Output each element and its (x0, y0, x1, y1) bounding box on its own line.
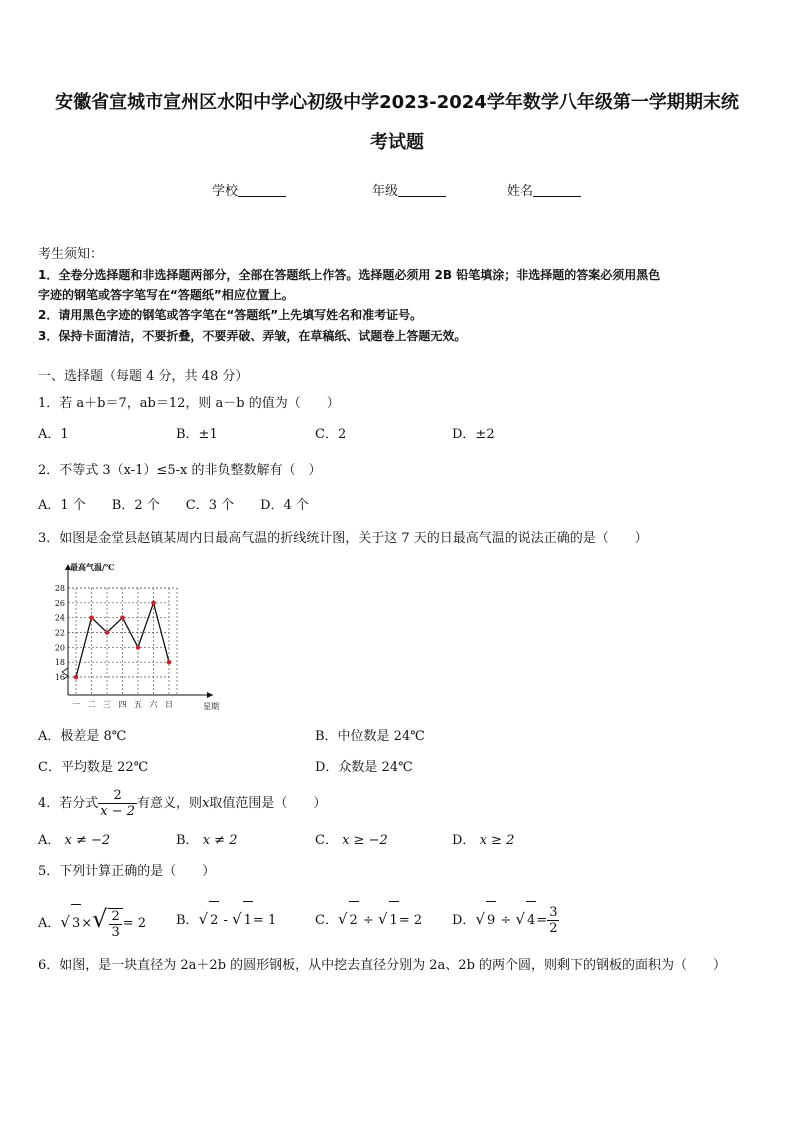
q4-option-b-expr: x ≠ 2 (202, 833, 238, 848)
q3-option-b[interactable]: B．中位数是 24℃ (315, 729, 425, 744)
notice-heading: 考生须知： (38, 247, 104, 262)
q5-c-radical-icon: √ (337, 910, 348, 928)
x-axis-arrow-icon (207, 692, 213, 698)
y-tick-label: 24 (54, 613, 65, 623)
q5-a-fraction (108, 908, 122, 940)
q5-option-d-label: D． (452, 913, 476, 928)
notice-item-1a: 1．全卷分选择题和非选择题两部分，全部在答题纸上作答。选择题必须用 2B 铅笔填涂；非选择题的答案必须用黑色 (38, 268, 661, 282)
q5-option-c[interactable] (315, 900, 422, 940)
q5-option-c-label: C． (315, 913, 338, 928)
grade-field[interactable] (372, 180, 446, 199)
q4-option-a[interactable] (38, 832, 110, 850)
q5-b-radical2-icon: √ (232, 910, 242, 928)
x-tick-label: 一 (72, 700, 80, 709)
q4-option-c-expr: x ≥ −2 (342, 833, 388, 848)
grade-blank[interactable] (398, 184, 446, 197)
q4-option-b-label: B． (176, 833, 199, 848)
chart-axes (62, 564, 213, 698)
q5-stem: 5．下列计算正确的是（ ） (38, 864, 216, 879)
y-tick-label: 20 (54, 643, 65, 653)
y-axis-title: 最高气温/℃ (70, 562, 115, 572)
grade-label: 年级 (372, 184, 399, 199)
q5-d-radical-icon: √ (475, 910, 485, 928)
q5-option-d[interactable] (452, 900, 559, 940)
data-point (89, 615, 94, 620)
q4-option-c-label: C． (315, 833, 338, 848)
data-point (151, 601, 156, 606)
q5-d-radical2-icon: √ (515, 910, 526, 928)
q5-a-radical-icon: √ (60, 913, 70, 931)
data-point (105, 630, 110, 635)
q5-a-eq: = 2 (122, 916, 147, 931)
q5-a-num: 2 (111, 908, 120, 924)
q5-a-root1: 3 (71, 904, 81, 943)
q3-option-a[interactable]: A．极差是 8℃ (38, 729, 127, 744)
q4-option-a-expr: x ≠ −2 (64, 833, 111, 848)
x-axis-title: 星期 (203, 702, 219, 711)
data-point (136, 645, 141, 650)
q1-stem: 1．若 a＋b＝7，ab＝12，则 a－b 的值为（ ） (38, 396, 340, 411)
x-tick-label: 三 (103, 700, 111, 709)
q1-option-b[interactable]: B．±1 (176, 427, 218, 442)
q5-a-den: 3 (111, 924, 120, 940)
school-blank[interactable] (238, 184, 286, 197)
q4-option-d-label: D． (452, 833, 476, 848)
data-point (167, 660, 172, 665)
q4-option-d[interactable] (452, 832, 514, 850)
q4-fraction-den: x − 2 (100, 804, 136, 819)
q3-stem: 3．如图是金堂县赵镇某周内日最高气温的折线统计图，关于这 7 天的日最高气温的说法正确的是（ ） (38, 531, 648, 546)
q5-b-eq: = 1 (252, 913, 277, 928)
q5-c-root1: 2 (349, 901, 359, 940)
q2-options[interactable]: A．1 个 B．2 个 C．3 个 D．4 个 (38, 498, 309, 513)
q5-d-eq: = (536, 913, 548, 928)
q5-c-eq: = 2 (398, 913, 423, 928)
name-blank[interactable] (533, 184, 581, 197)
q6-stem: 6．如图，是一块直径为 2a＋2b 的圆形钢板，从中挖去直径分别为 2a、2b 的两个圆，则剩下的钢板的面积为（ ） (38, 958, 727, 973)
q1-option-c[interactable]: C．2 (315, 427, 347, 442)
school-label: 学校 (212, 184, 239, 199)
q4-option-c[interactable] (315, 832, 388, 850)
exam-title-line2: 考试题 (370, 132, 424, 153)
q5-d-div: ÷ (496, 913, 516, 928)
q1-option-a[interactable]: A．1 (38, 427, 69, 442)
q5-d-den: 2 (549, 921, 558, 936)
school-field[interactable] (212, 180, 286, 199)
y-tick-label: 16 (54, 673, 65, 682)
q5-d-fraction (547, 905, 559, 936)
q3-option-d[interactable]: D．众数是 24℃ (315, 760, 413, 775)
chart-labels (55, 562, 219, 711)
notice-item-2: 2．请用黑色字迹的钢笔或答字笔在“答题纸”上先填写姓名和准考证号。 (38, 308, 423, 322)
notice-item-1b: 字迹的钢笔或答字笔写在“答题纸”相应位置上。 (38, 288, 294, 302)
q5-a-radical2-icon: √ (92, 905, 108, 933)
y-tick-label: 28 (54, 584, 65, 593)
q5-c-root2: 1 (389, 901, 399, 940)
notice-item-3: 3．保持卡面清洁，不要折叠，不要弄破、弄皱，在草稿纸、试题卷上答题无效。 (38, 329, 467, 343)
q4-stem-pre: 4．若分式 (38, 796, 99, 811)
exam-title-line1: 安徽省宣城市宣州区水阳中学心初级中学2023-2024学年数学八年级第一学期期末统 (55, 92, 739, 113)
q5-b-minus: - (219, 913, 233, 928)
x-tick-label: 日 (165, 700, 173, 709)
x-tick-label: 五 (134, 700, 142, 709)
y-tick-label: 26 (54, 598, 65, 608)
q5-option-b[interactable] (176, 900, 276, 940)
q5-option-b-label: B． (176, 913, 199, 928)
q5-d-root1: 9 (486, 901, 496, 940)
y-tick-label: 22 (54, 628, 65, 638)
q5-option-a[interactable] (38, 900, 146, 943)
q5-option-a-label: A． (38, 916, 61, 931)
q5-b-root2: 1 (243, 901, 253, 940)
q4-option-d-expr: x ≥ 2 (479, 833, 515, 848)
q5-d-num: 3 (549, 905, 558, 920)
temperature-line-chart (52, 558, 222, 714)
data-point (74, 675, 79, 680)
q5-d-root2: 4 (526, 901, 536, 940)
q4-stem-post: 有意义，则 (137, 796, 203, 811)
q2-stem: 2．不等式 3（x-1）≤5-x 的非负整数解有（ ） (38, 463, 322, 478)
q4-option-a-label: A． (38, 833, 61, 848)
q4-fraction (98, 788, 137, 819)
x-tick-label: 六 (149, 700, 158, 709)
q4-var: x (202, 796, 210, 811)
q1-option-d[interactable]: D．±2 (452, 427, 495, 442)
y-tick-label: 18 (54, 658, 65, 668)
q4-fraction-num: 2 (113, 788, 122, 803)
name-label: 姓名 (507, 184, 534, 199)
data-point (120, 615, 125, 620)
q5-c-radical2-icon: √ (377, 910, 388, 928)
q4-stem-post2: 取值范围是（ ） (209, 796, 327, 811)
x-tick-label: 二 (87, 700, 96, 709)
q5-b-root1: 2 (209, 901, 219, 940)
chart-grid (68, 588, 177, 695)
x-tick-label: 四 (118, 700, 127, 709)
section-heading: 一、选择题（每题 4 分，共 48 分） (38, 369, 249, 384)
q5-b-radical-icon: √ (198, 910, 209, 928)
name-field[interactable] (507, 180, 581, 199)
q3-option-c[interactable]: C．平均数是 22℃ (38, 760, 149, 775)
q5-c-div: ÷ (358, 913, 378, 928)
q4-option-b[interactable] (176, 832, 237, 850)
q4-stem (38, 786, 326, 822)
q5-a-times: × (81, 916, 93, 931)
